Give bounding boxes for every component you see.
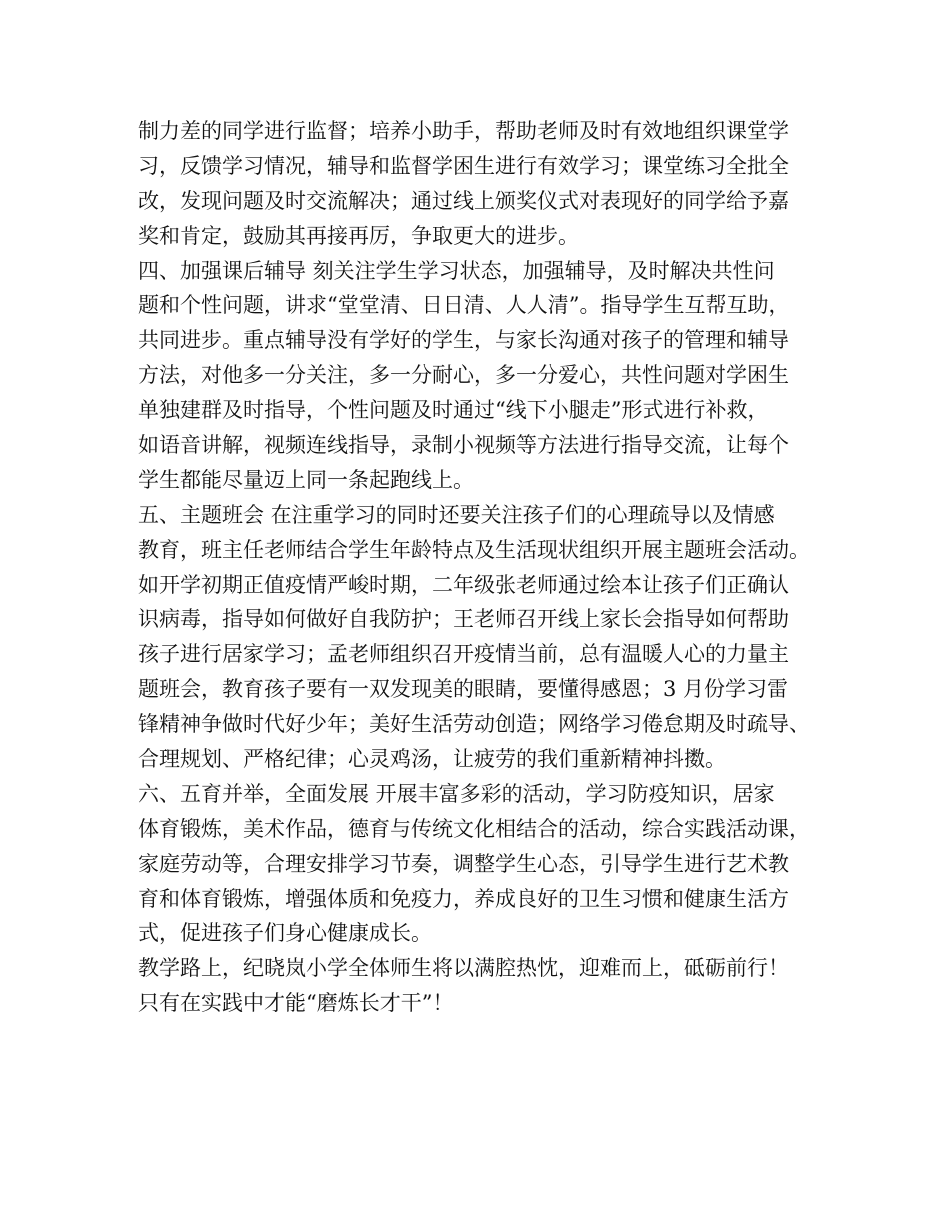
text-line: 体育锻炼，美术作品，德育与传统文化相结合的活动，综合实践活动课， <box>138 816 810 841</box>
text-line: 只有在实践中才能“磨炼长才干”！ <box>138 991 454 1016</box>
text-line: 教育，班主任老师结合学生年龄特点及生活现状组织开展主题班会活动。 <box>138 537 810 562</box>
text-line: 如语音讲解，视频连线指导，录制小视频等方法进行指导交流，让每个 <box>138 433 789 458</box>
text-line: 学生都能尽量迈上同一条起跑线上。 <box>138 467 474 492</box>
text-line: 合理规划、严格纪律；心灵鸡汤，让疲劳的我们重新精神抖擞。 <box>138 747 726 772</box>
text-line: 奖和肯定，鼓励其再接再厉，争取更大的进步。 <box>138 223 579 248</box>
text-line: 式，促进孩子们身心健康成长。 <box>138 921 432 946</box>
text-line: 题和个性问题，讲求“堂堂清、日日清、人人清”。指导学生互帮互助， <box>138 293 790 318</box>
text-line: 锋精神争做时代好少年；美好生活劳动创造；网络学习倦怠期及时疏导、 <box>138 712 810 737</box>
text-line: 如开学初期正值疫情严峻时期，二年级张老师通过绘本让孩子们正确认 <box>138 572 789 597</box>
text-line: 五、主题班会 在注重学习的同时还要关注孩子们的心理疏导以及情感 <box>138 502 775 527</box>
text-line: 育和体育锻炼，增强体质和免疫力，养成良好的卫生习惯和健康生活方 <box>138 886 789 911</box>
text-line: 题班会，教育孩子要有一双发现美的眼睛，要懂得感恩；3 月份学习雷 <box>138 677 789 702</box>
text-line: 四、加强课后辅导 刻关注学生学习状态，加强辅导，及时解决共性问 <box>138 258 775 283</box>
text-line: 家庭劳动等，合理安排学习节奏，调整学生心态，引导学生进行艺术教 <box>138 851 789 876</box>
document-body <box>138 114 838 1021</box>
text-line: 六、五育并举，全面发展 开展丰富多彩的活动，学习防疫知识，居家 <box>138 781 775 806</box>
text-line: 单独建群及时指导，个性问题及时通过“线下小腿走”形式进行补救， <box>138 398 769 423</box>
text-line: 孩子进行居家学习；孟老师组织召开疫情当前，总有温暖人心的力量主 <box>138 642 789 667</box>
text-line: 习，反馈学习情况，辅导和监督学困生进行有效学习；课堂练习全批全 <box>138 153 789 178</box>
text-line: 识病毒，指导如何做好自我防护；王老师召开线上家长会指导如何帮助 <box>138 607 789 632</box>
text-line: 改，发现问题及时交流解决；通过线上颁奖仪式对表现好的同学给予嘉 <box>138 188 789 213</box>
text-line: 共同进步。重点辅导没有学好的学生，与家长沟通对孩子的管理和辅导 <box>138 328 789 353</box>
text-line: 教学路上，纪晓岚小学全体师生将以满腔热忱，迎难而上，砥砺前行！ <box>138 956 789 981</box>
text-line: 方法，对他多一分关注，多一分耐心，多一分爱心，共性问题对学困生 <box>138 363 789 388</box>
text-line: 制力差的同学进行监督；培养小助手，帮助老师及时有效地组织课堂学 <box>138 119 789 143</box>
